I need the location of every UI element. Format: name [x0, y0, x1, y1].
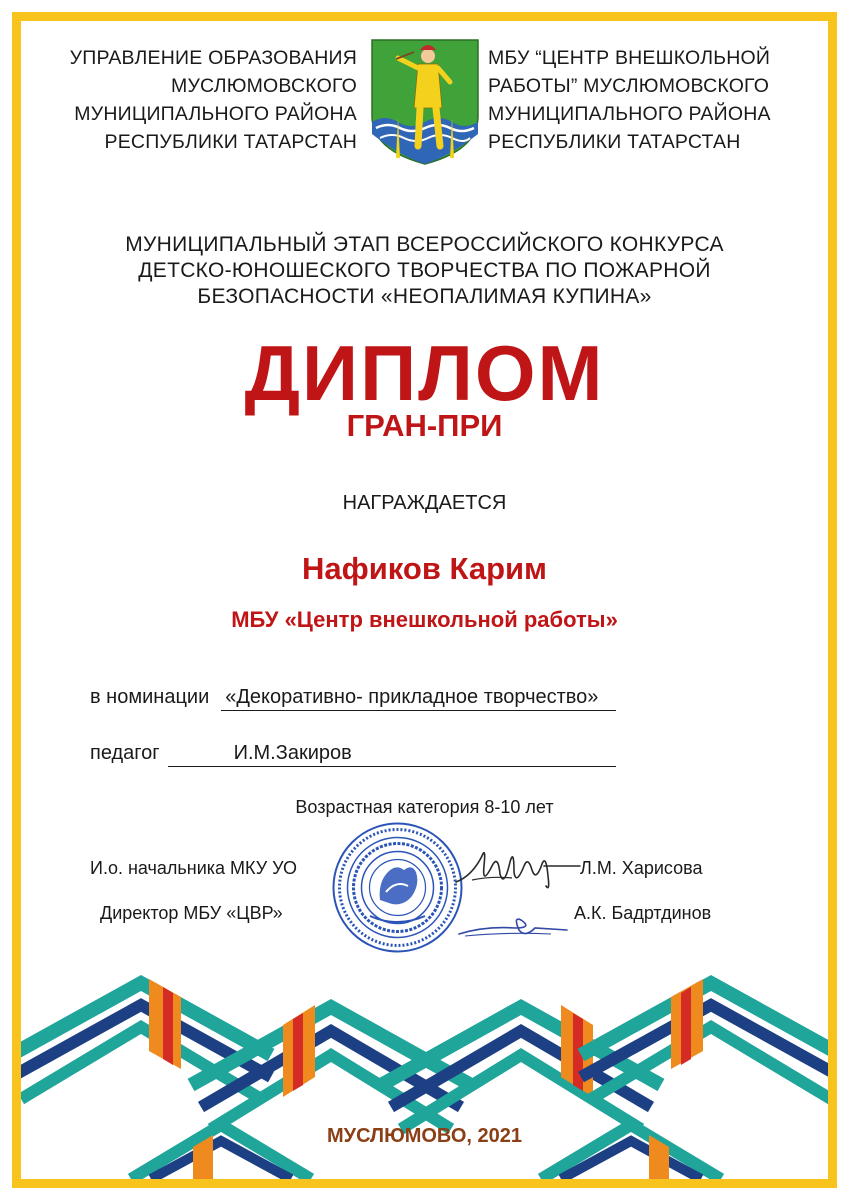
- signatory-2-title: Директор МБУ «ЦВР»: [100, 903, 283, 923]
- recipient-name: Нафиков Карим: [302, 551, 547, 586]
- diploma-title: ДИПЛОМ: [244, 329, 605, 417]
- header-left-org: [70, 44, 357, 156]
- header-right-org: [488, 44, 771, 156]
- signature-2-icon: [455, 908, 570, 943]
- age-category: Возрастная категория 8-10 лет: [295, 797, 554, 817]
- contest-line: ДЕТСКО-ЮНОШЕСКОГО ТВОРЧЕСТВА ПО ПОЖАРНОЙ: [138, 259, 711, 282]
- header-right-line: МБУ “ЦЕНТР ВНЕШКОЛЬНОЙ: [488, 47, 771, 69]
- nomination-value: «Декоративно- прикладное творчество»: [221, 685, 616, 711]
- header-right-line: РЕСПУБЛИКИ ТАТАРСТАН: [488, 131, 741, 153]
- teacher-label: педагог: [90, 742, 160, 764]
- footer-place-year: МУСЛЮМОВО, 2021: [326, 1125, 523, 1147]
- awarded-label: НАГРАЖДАЕТСЯ: [342, 492, 507, 514]
- teacher-value: И.М.Закиров: [168, 741, 616, 767]
- header-left-line: УПРАВЛЕНИЕ ОБРАЗОВАНИЯ: [69, 47, 357, 69]
- recipient-organization: МБУ «Центр внешкольной работы»: [231, 607, 618, 632]
- coat-of-arms-icon: [370, 38, 480, 166]
- header-left-line: МУСЛЮМОВСКОГО: [171, 75, 357, 97]
- teacher-row: [90, 741, 616, 767]
- contest-line: БЕЗОПАСНОСТИ «НЕОПАЛИМАЯ КУПИНА»: [197, 285, 652, 308]
- signature-1-icon: [452, 836, 582, 896]
- header-right-line: РАБОТЫ” МУСЛЮМОВСКОГО: [488, 75, 770, 97]
- signatory-1-name: Л.М. Харисова: [580, 858, 703, 878]
- header-left-line: МУНИЦИПАЛЬНОГО РАЙОНА: [74, 103, 357, 125]
- nomination-row: [90, 685, 616, 711]
- signatory-1-title: И.о. начальника МКУ УО: [90, 858, 298, 878]
- header-left-line: РЕСПУБЛИКИ ТАТАРСТАН: [104, 131, 357, 153]
- diploma-subtitle: ГРАН-ПРИ: [346, 408, 503, 443]
- contest-title: [0, 232, 849, 310]
- signatory-2-name: А.К. Бадртдинов: [574, 903, 712, 923]
- nomination-label: в номинации: [90, 686, 210, 708]
- official-seal-icon: [330, 820, 465, 955]
- header-right-line: МУНИЦИПАЛЬНОГО РАЙОНА: [488, 103, 771, 125]
- contest-line: МУНИЦИПАЛЬНЫЙ ЭТАП ВСЕРОССИЙСКОГО КОНКУРСА: [125, 233, 724, 256]
